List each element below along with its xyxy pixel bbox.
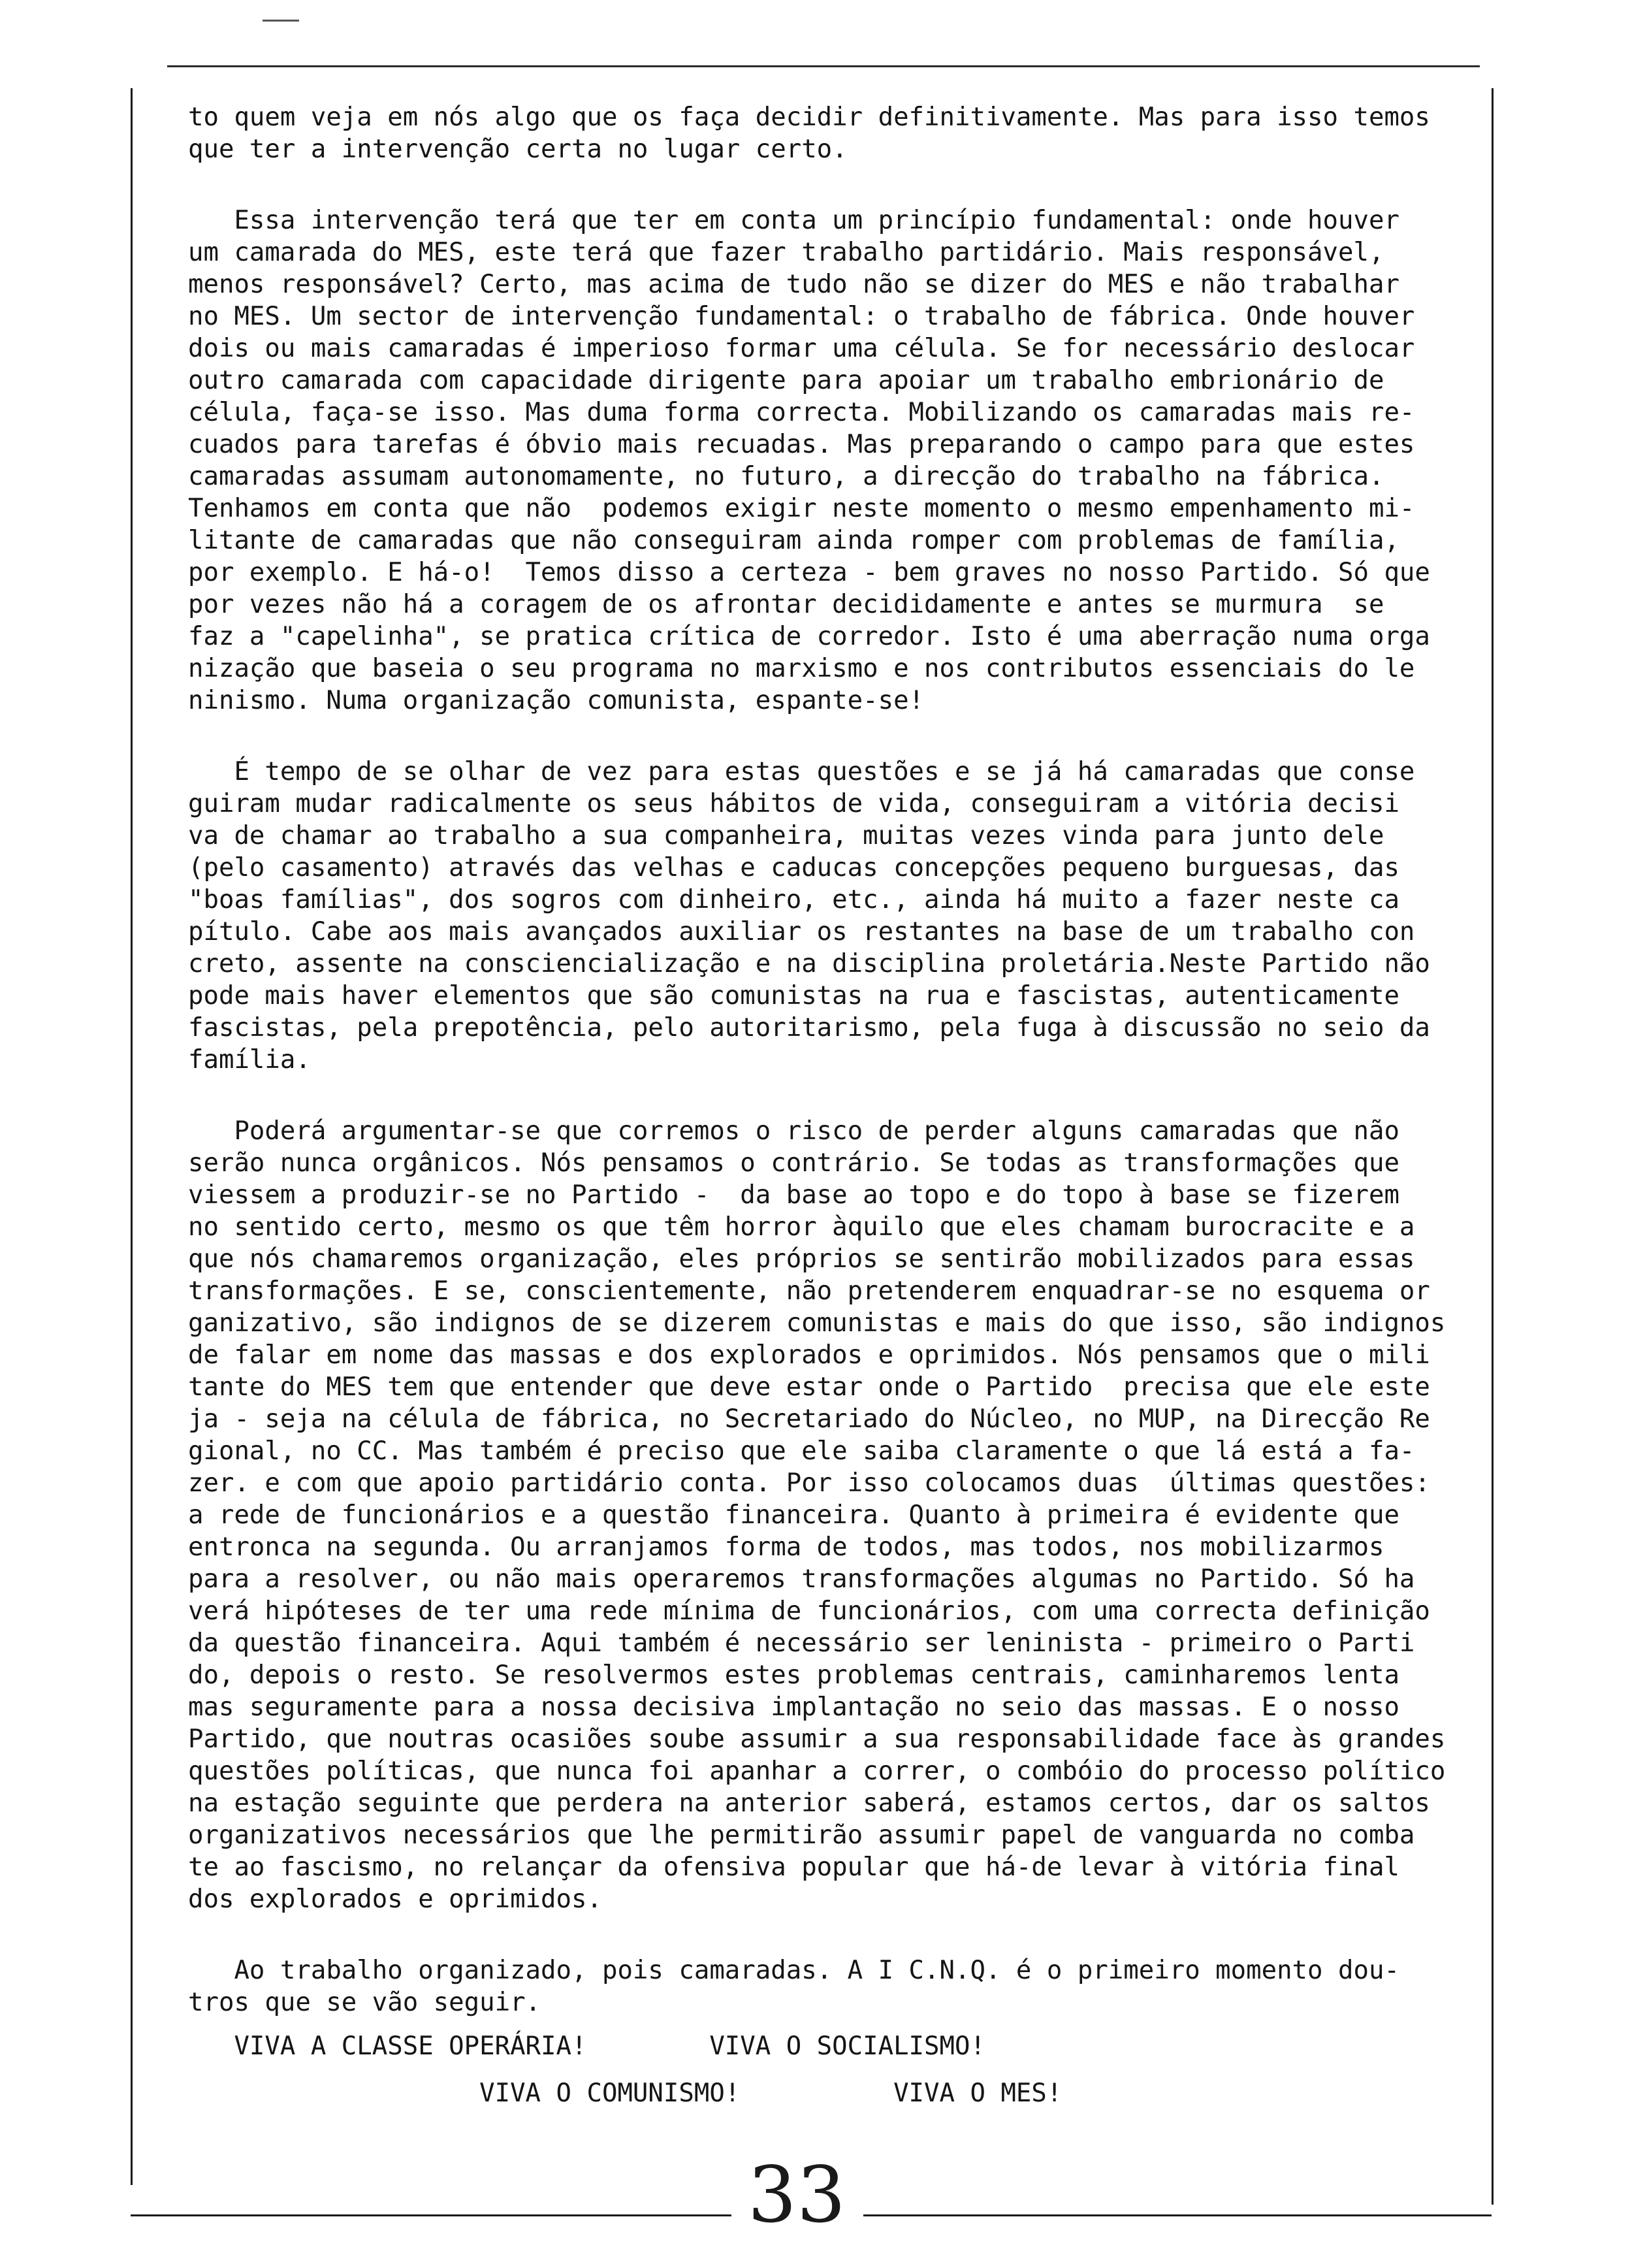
text-line: mas seguramente para a nossa decisiva implantação no seio das massas. E o nosso [188,1693,1399,1722]
paragraph-1 [188,101,1488,165]
text-line: "boas famílias", dos sogros com dinheiro, etc., ainda há muito a fazer neste ca [188,885,1399,915]
text-line: por exemplo. E há-o! Temos disso a certeza - bem graves no nosso Partido. Só que [188,558,1430,587]
paragraph-5 [188,1954,1488,2018]
text-line: va de chamar ao trabalho a sua companheira, muitas vezes vinda para junto dele [188,821,1384,850]
slogan-line: VIVA O COMUNISMO! VIVA O MES! [188,2079,1063,2108]
text-line: do, depois o resto. Se resolvermos estes problemas centrais, caminharemos lenta [188,1660,1399,1690]
text-line: outro camarada com capacidade dirigente para apoiar um trabalho embrionário de [188,366,1384,395]
text-line: que nós chamaremos organização, eles próprios se sentirão mobilizados para essas [188,1244,1415,1274]
page-number: 33 [747,2150,846,2240]
paragraph-4 [188,1115,1488,1915]
text-line: dois ou mais camaradas é imperioso formar uma célula. Se for necessário deslocar [188,334,1415,363]
text-line: to quem veja em nós algo que os faça decidir definitivamente. Mas para isso temos [188,103,1430,132]
text-line: questões políticas, que nunca foi apanhar a correr, o combóio do processo político [188,1757,1446,1786]
paragraph-3 [188,756,1488,1076]
text-line: de falar em nome das massas e dos explorados e oprimidos. Nós pensamos que o mili [188,1340,1430,1370]
text-line: a rede de funcionários e a questão financeira. Quanto à primeira é evidente que [188,1500,1399,1530]
text-line: tante do MES tem que entender que deve estar onde o Partido precisa que ele este [188,1372,1430,1402]
text-line: pode mais haver elementos que são comunistas na rua e fascistas, autenticamente [188,981,1399,1011]
slogan-line: VIVA A CLASSE OPERÁRIA! VIVA O SOCIALISMO! [188,2032,985,2061]
text-line: por vezes não há a coragem de os afrontar decididamente e antes se murmura se [188,590,1384,619]
text-line: entronca na segunda. Ou arranjamos forma de todos, mas todos, nos mobilizarmos [188,1532,1384,1562]
text-line: pítulo. Cabe aos mais avançados auxiliar os restantes na base de um trabalho con [188,917,1415,947]
text-line: Ao trabalho organizado, pois camaradas. A I C.N.Q. é o primeiro momento dou- [188,1956,1399,1985]
closing-slogans [188,2030,1488,2124]
text-line: ganizativo, são indignos de se dizerem comunistas e mais do que isso, são indignos [188,1308,1446,1338]
text-line: organizativos necessários que lhe permitirão assumir papel de vanguarda no comba [188,1821,1415,1850]
text-line: viessem a produzir-se no Partido - da base ao topo e do topo à base se fizerem [188,1180,1399,1210]
text-line: um camarada do MES, este terá que fazer trabalho partidário. Mais responsável, [188,238,1384,267]
top-rule [167,65,1480,67]
text-line: transformações. E se, conscientemente, não pretenderem enquadrar-se no esquema or [188,1276,1430,1306]
bottom-rule-left [131,2214,731,2216]
text-line: que ter a intervenção certa no lugar certo. [188,135,848,164]
text-line: da questão financeira. Aqui também é necessário ser leninista - primeiro o Parti [188,1628,1415,1658]
text-line: zer. e com que apoio partidário conta. Por isso colocamos duas últimas questões: [188,1468,1430,1498]
left-border [131,88,133,2185]
text-line: tros que se vão seguir. [188,1988,541,2017]
text-line: célula, faça-se isso. Mas duma forma correcta. Mobilizando os camaradas mais re- [188,398,1415,427]
text-line: fascistas, pela prepotência, pelo autoritarismo, pela fuga à discussão no seio da [188,1013,1430,1043]
document-body [188,101,1488,2018]
text-line: Essa intervenção terá que ter em conta um princípio fundamental: onde houver [188,206,1399,235]
text-line: nização que baseia o seu programa no marxismo e nos contributos essenciais do le [188,654,1415,683]
text-line: na estação seguinte que perdera na anterior saberá, estamos certos, dar os saltos [188,1789,1430,1818]
text-line: serão nunca orgânicos. Nós pensamos o contrário. Se todas as transformações que [188,1148,1399,1178]
text-line: litante de camaradas que não conseguiram ainda romper com problemas de família, [188,526,1399,555]
text-line: faz a "capelinha", se pratica crítica de corredor. Isto é uma aberração numa orga [188,622,1430,651]
text-line: ninismo. Numa organização comunista, espante-se! [188,686,925,715]
text-line: no sentido certo, mesmo os que têm horror àquilo que eles chamam burocracite e a [188,1212,1415,1242]
paragraph-2 [188,204,1488,717]
bottom-rule-right [863,2214,1492,2216]
right-border [1492,88,1494,2205]
text-line: para a resolver, ou não mais operaremos transformações algumas no Partido. Só ha [188,1564,1415,1594]
text-line: (pelo casamento) através das velhas e caducas concepções pequeno burguesas, das [188,853,1399,883]
text-line: guiram mudar radicalmente os seus hábitos de vida, conseguiram a vitória decisi [188,789,1399,818]
top-speck [263,20,299,22]
text-line: verá hipóteses de ter uma rede mínima de funcionários, com uma correcta definição [188,1596,1430,1626]
text-line: gional, no CC. Mas também é preciso que ele saiba claramente o que lá está a fa- [188,1436,1415,1466]
text-line: creto, assente na consciencialização e na disciplina proletária.Neste Partido não [188,949,1430,979]
text-line: Partido, que noutras ocasiões soube assumir a sua responsabilidade face às grandes [188,1725,1446,1754]
text-line: camaradas assumam autonomamente, no futuro, a direcção do trabalho na fábrica. [188,462,1384,491]
text-line: dos explorados e oprimidos. [188,1885,602,1914]
text-line: menos responsável? Certo, mas acima de tudo não se dizer do MES e não trabalhar [188,270,1399,299]
text-line: É tempo de se olhar de vez para estas questões e se já há camaradas que conse [188,757,1415,786]
text-line: família. [188,1045,311,1075]
text-line: Poderá argumentar-se que corremos o risco de perder alguns camaradas que não [188,1116,1399,1146]
text-line: Tenhamos em conta que não podemos exigir neste momento o mesmo empenhamento mi- [188,494,1415,523]
text-line: te ao fascismo, no relançar da ofensiva popular que há-de levar à vitória final [188,1853,1399,1882]
text-line: cuados para tarefas é óbvio mais recuadas. Mas preparando o campo para que estes [188,430,1415,459]
text-line: no MES. Um sector de intervenção fundamental: o trabalho de fábrica. Onde houver [188,302,1415,331]
text-line: ja - seja na célula de fábrica, no Secretariado do Núcleo, no MUP, na Direcção Re [188,1404,1430,1434]
